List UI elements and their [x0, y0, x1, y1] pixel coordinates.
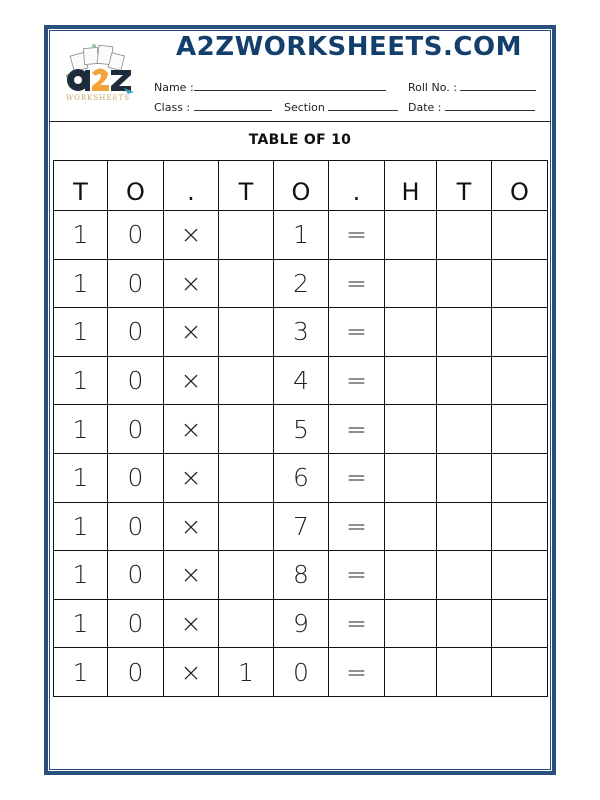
multiplicand-tens-cell: 1 [54, 599, 108, 648]
answer-ones-cell[interactable] [492, 356, 548, 405]
multiplier-tens-cell [219, 356, 274, 405]
multiplicand-tens-cell: 1 [54, 211, 108, 260]
multiplier-tens-cell [219, 308, 274, 357]
roll-number-label: Roll No. : [408, 81, 457, 94]
equals-sign-cell: = [329, 551, 385, 600]
equals-sign-cell: = [329, 259, 385, 308]
equals-sign-cell: = [329, 648, 385, 697]
multiplier-ones-cell: 9 [274, 599, 329, 648]
equals-sign-cell: = [329, 405, 385, 454]
equals-sign-cell: = [329, 599, 385, 648]
answer-ones-cell[interactable] [492, 648, 548, 697]
answer-tens-cell[interactable] [437, 502, 492, 551]
answer-ones-cell[interactable] [492, 405, 548, 454]
roll-number-field[interactable] [408, 80, 536, 94]
header-tens: T [54, 161, 108, 211]
times-sign-cell: × [164, 259, 219, 308]
answer-tens-cell[interactable] [437, 405, 492, 454]
answer-hundreds-cell[interactable] [385, 648, 437, 697]
answer-tens-cell[interactable] [437, 356, 492, 405]
header-hundreds: H [385, 161, 437, 211]
multiplicand-tens-cell: 1 [54, 308, 108, 357]
header-ones: O [492, 161, 548, 211]
table-row [54, 308, 548, 357]
date-field[interactable] [408, 100, 535, 114]
answer-tens-cell[interactable] [437, 308, 492, 357]
table-row [54, 599, 548, 648]
answer-tens-cell[interactable] [437, 211, 492, 260]
equals-sign-cell: = [329, 453, 385, 502]
answer-tens-cell[interactable] [437, 453, 492, 502]
times-sign-cell: × [164, 453, 219, 502]
multiplier-tens-cell: 1 [219, 648, 274, 697]
table-row [54, 211, 548, 260]
table-row [54, 502, 548, 551]
table-row [54, 551, 548, 600]
answer-hundreds-cell[interactable] [385, 453, 437, 502]
multiplicand-ones-cell: 0 [108, 211, 164, 260]
answer-ones-cell[interactable] [492, 502, 548, 551]
answer-hundreds-cell[interactable] [385, 551, 437, 600]
answer-hundreds-cell[interactable] [385, 502, 437, 551]
multiplicand-tens-cell: 1 [54, 453, 108, 502]
times-sign-cell: × [164, 648, 219, 697]
header-ones: O [108, 161, 164, 211]
multiplication-grid [53, 160, 548, 697]
equals-sign-cell: = [329, 356, 385, 405]
equals-sign-cell: = [329, 308, 385, 357]
multiplicand-ones-cell: 0 [108, 502, 164, 551]
worksheet-title: TABLE OF 10 [248, 132, 352, 148]
times-sign-cell: × [164, 356, 219, 405]
answer-ones-cell[interactable] [492, 308, 548, 357]
multiplicand-tens-cell: 1 [54, 502, 108, 551]
multiplicand-tens-cell: 1 [54, 259, 108, 308]
header-divider [49, 121, 551, 122]
multiplier-ones-cell: 0 [274, 648, 329, 697]
answer-ones-cell[interactable] [492, 599, 548, 648]
multiplier-ones-cell: 6 [274, 453, 329, 502]
class-label: Class : [154, 101, 191, 114]
multiplicand-ones-cell: 0 [108, 453, 164, 502]
logo-subtext: WORKSHEETS [65, 94, 131, 102]
answer-hundreds-cell[interactable] [385, 211, 437, 260]
times-sign-cell: × [164, 308, 219, 357]
table-row [54, 356, 548, 405]
place-value-header-row [54, 161, 548, 211]
table-row [54, 259, 548, 308]
date-label: Date : [408, 101, 442, 114]
header-tens: T [437, 161, 492, 211]
multiplier-ones-cell: 5 [274, 405, 329, 454]
answer-ones-cell[interactable] [492, 259, 548, 308]
multiplier-ones-cell: 1 [274, 211, 329, 260]
times-sign-cell: × [164, 211, 219, 260]
multiplier-tens-cell [219, 502, 274, 551]
header-dot: . [164, 161, 219, 211]
multiplier-ones-cell: 8 [274, 551, 329, 600]
date-blank[interactable] [445, 100, 535, 111]
site-title: A2ZWORKSHEETS.COM [176, 32, 522, 62]
multiplier-tens-cell [219, 211, 274, 260]
name-field[interactable] [154, 80, 386, 94]
answer-hundreds-cell[interactable] [385, 599, 437, 648]
class-field[interactable] [154, 100, 272, 114]
answer-tens-cell[interactable] [437, 648, 492, 697]
multiplier-tens-cell [219, 599, 274, 648]
multiplicand-ones-cell: 0 [108, 648, 164, 697]
times-sign-cell: × [164, 599, 219, 648]
times-sign-cell: × [164, 502, 219, 551]
section-field[interactable] [284, 100, 398, 114]
multiplier-ones-cell: 3 [274, 308, 329, 357]
table-row [54, 648, 548, 697]
multiplicand-tens-cell: 1 [54, 551, 108, 600]
multiplicand-ones-cell: 0 [108, 599, 164, 648]
answer-hundreds-cell[interactable] [385, 356, 437, 405]
multiplier-tens-cell [219, 551, 274, 600]
multiplicand-ones-cell: 0 [108, 356, 164, 405]
multiplicand-tens-cell: 1 [54, 648, 108, 697]
multiplier-tens-cell [219, 453, 274, 502]
answer-hundreds-cell[interactable] [385, 308, 437, 357]
multiplicand-ones-cell: 0 [108, 308, 164, 357]
header-dot: . [329, 161, 385, 211]
class-blank[interactable] [194, 100, 272, 111]
answer-ones-cell[interactable] [492, 211, 548, 260]
answer-hundreds-cell[interactable] [385, 259, 437, 308]
equals-sign-cell: = [329, 211, 385, 260]
multiplicand-ones-cell: 0 [108, 259, 164, 308]
answer-tens-cell[interactable] [437, 259, 492, 308]
times-sign-cell: × [164, 405, 219, 454]
name-blank[interactable] [194, 80, 386, 91]
multiplier-tens-cell [219, 405, 274, 454]
table-row [54, 453, 548, 502]
name-label: Name : [154, 81, 194, 94]
answer-hundreds-cell[interactable] [385, 405, 437, 454]
header-tens: T [219, 161, 274, 211]
times-sign-cell: × [164, 551, 219, 600]
equals-sign-cell: = [329, 502, 385, 551]
answer-tens-cell[interactable] [437, 551, 492, 600]
roll-number-blank[interactable] [460, 80, 536, 91]
multiplier-tens-cell [219, 259, 274, 308]
table-row [54, 405, 548, 454]
header-ones: O [274, 161, 329, 211]
multiplicand-tens-cell: 1 [54, 405, 108, 454]
answer-ones-cell[interactable] [492, 551, 548, 600]
multiplicand-tens-cell: 1 [54, 356, 108, 405]
section-blank[interactable] [328, 100, 398, 111]
multiplicand-ones-cell: 0 [108, 551, 164, 600]
section-label: Section [284, 101, 325, 114]
multiplier-ones-cell: 2 [274, 259, 329, 308]
multiplicand-ones-cell: 0 [108, 405, 164, 454]
answer-tens-cell[interactable] [437, 599, 492, 648]
answer-ones-cell[interactable] [492, 453, 548, 502]
multiplier-ones-cell: 7 [274, 502, 329, 551]
multiplier-ones-cell: 4 [274, 356, 329, 405]
